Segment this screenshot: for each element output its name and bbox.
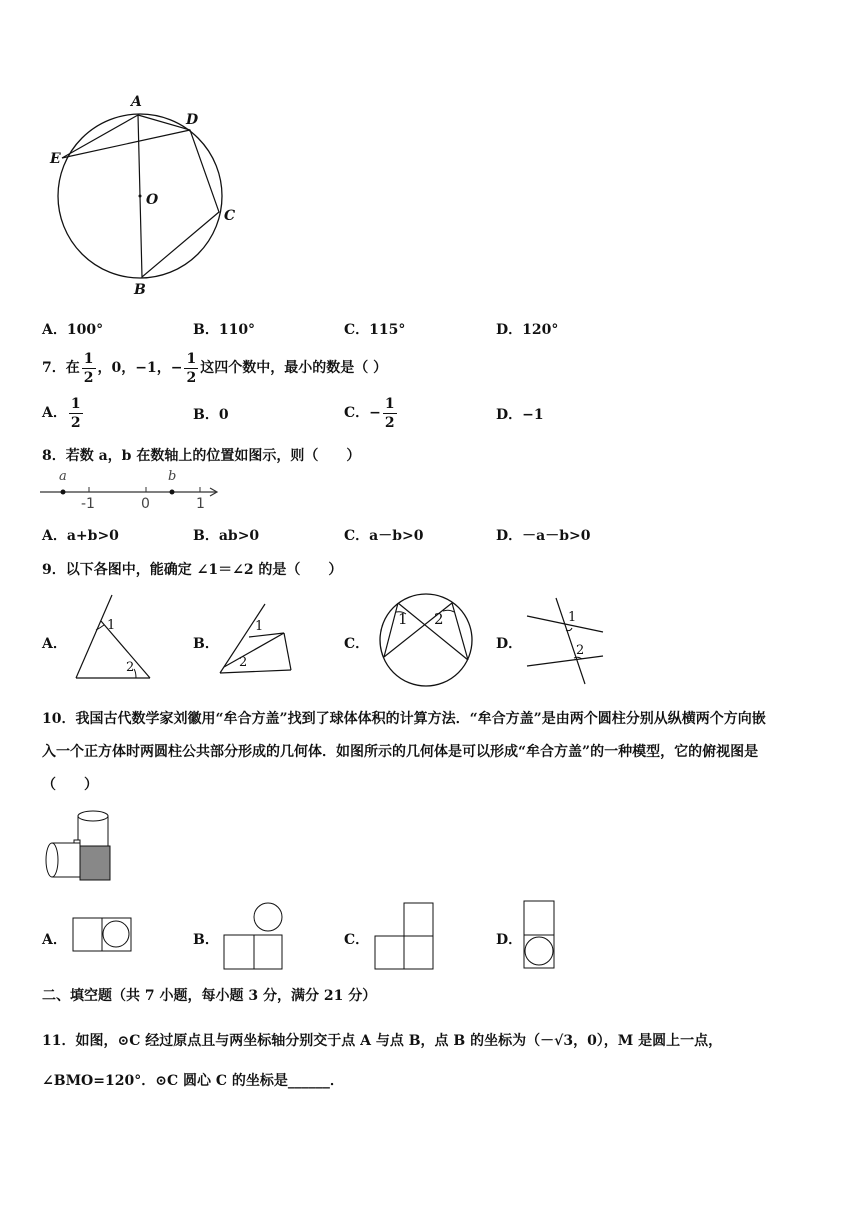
q11-line1: 11．如图，⊙C 经过原点且与两坐标轴分别交于点 A 与点 B，点 B 的坐标为（－√3，0），M 是圆上一点， — [42, 1033, 723, 1049]
q10-option-a[interactable]: A． — [42, 932, 67, 948]
q7-option-c[interactable]: C．− $\frac{1}{2}$ — [344, 395, 395, 431]
q9-option-d[interactable]: D． — [496, 636, 523, 652]
q9-option-a[interactable]: A． — [42, 636, 67, 652]
q10-option-b[interactable]: B． — [193, 932, 219, 948]
q8-option-b[interactable]: B．ab>0 — [193, 528, 260, 544]
axis-label-a: a — [59, 469, 67, 484]
q7-option-d[interactable]: D．−1 — [496, 407, 544, 423]
q9d-angle-1: 1 — [568, 610, 577, 625]
axis-tick-1: 1 — [196, 496, 205, 512]
q9c-angle-1: 1 — [398, 610, 408, 628]
q10-option-c[interactable]: C． — [344, 932, 370, 948]
q6-option-b[interactable]: B．110° — [193, 322, 256, 338]
q10-line1: 10．我国古代数学家刘徽用“牟合方盖”找到了球体体积的计算方法．“牟合方盖”是由两个圆柱分别从纵横两个方向嵌 — [42, 711, 766, 727]
q9-stem: 9．以下各图中，能确定 ∠1＝∠2 的是（ ） — [42, 562, 343, 578]
q8-option-d[interactable]: D．－a－b>0 — [496, 528, 591, 544]
q8-stem: 8．若数 a，b 在数轴上的位置如图示，则（ ） — [42, 448, 361, 464]
q9a-angle-1: 1 — [107, 618, 116, 633]
q10-line3: （ ） — [42, 777, 98, 793]
q9b-angle-1: 1 — [255, 619, 264, 634]
q6-option-a[interactable]: A．100° — [42, 322, 104, 338]
q6-option-d[interactable]: D．120° — [496, 322, 559, 338]
q7-option-a[interactable]: A． $\frac{1}{2}$ — [42, 395, 81, 431]
axis-tick-neg1: -1 — [81, 496, 95, 512]
q7-option-b[interactable]: B．0 — [193, 407, 229, 423]
label-A: A — [131, 94, 142, 110]
label-O: O — [146, 192, 159, 208]
label-D: D — [186, 112, 199, 128]
q9a-angle-2: 2 — [126, 660, 135, 675]
q10-option-d[interactable]: D． — [496, 932, 523, 948]
section-2-heading: 二、填空题（共 7 小题，每小题 3 分，满分 21 分） — [42, 988, 377, 1004]
q9-option-c[interactable]: C． — [344, 636, 370, 652]
axis-label-b: b — [168, 469, 177, 484]
q7-stem: 7．在 $\frac{1}{2}$ ，0，−1，− $\frac{1}{2}$ 这四个数中，最小的数是（ ） — [42, 350, 388, 386]
label-E: E — [50, 151, 61, 167]
q9d-angle-2: 2 — [576, 643, 585, 658]
q8-option-a[interactable]: A．a+b>0 — [42, 528, 119, 544]
q10-line2: 入一个正方体时两圆柱公共部分形成的几何体．如图所示的几何体是可以形成“牟合方盖”的一种模型，它的俯视图是 — [42, 744, 759, 760]
label-B: B — [134, 282, 146, 298]
q9c-angle-2: 2 — [434, 610, 444, 628]
q6-option-c[interactable]: C．115° — [344, 322, 406, 338]
axis-tick-0: 0 — [141, 496, 150, 512]
label-C: C — [224, 208, 236, 224]
q11-line2: ∠BMO=120°．⊙C 圆心 C 的坐标是______． — [42, 1073, 344, 1089]
q9-option-b[interactable]: B． — [193, 636, 219, 652]
q8-option-c[interactable]: C．a－b>0 — [344, 528, 424, 544]
q9b-angle-2: 2 — [239, 655, 248, 670]
